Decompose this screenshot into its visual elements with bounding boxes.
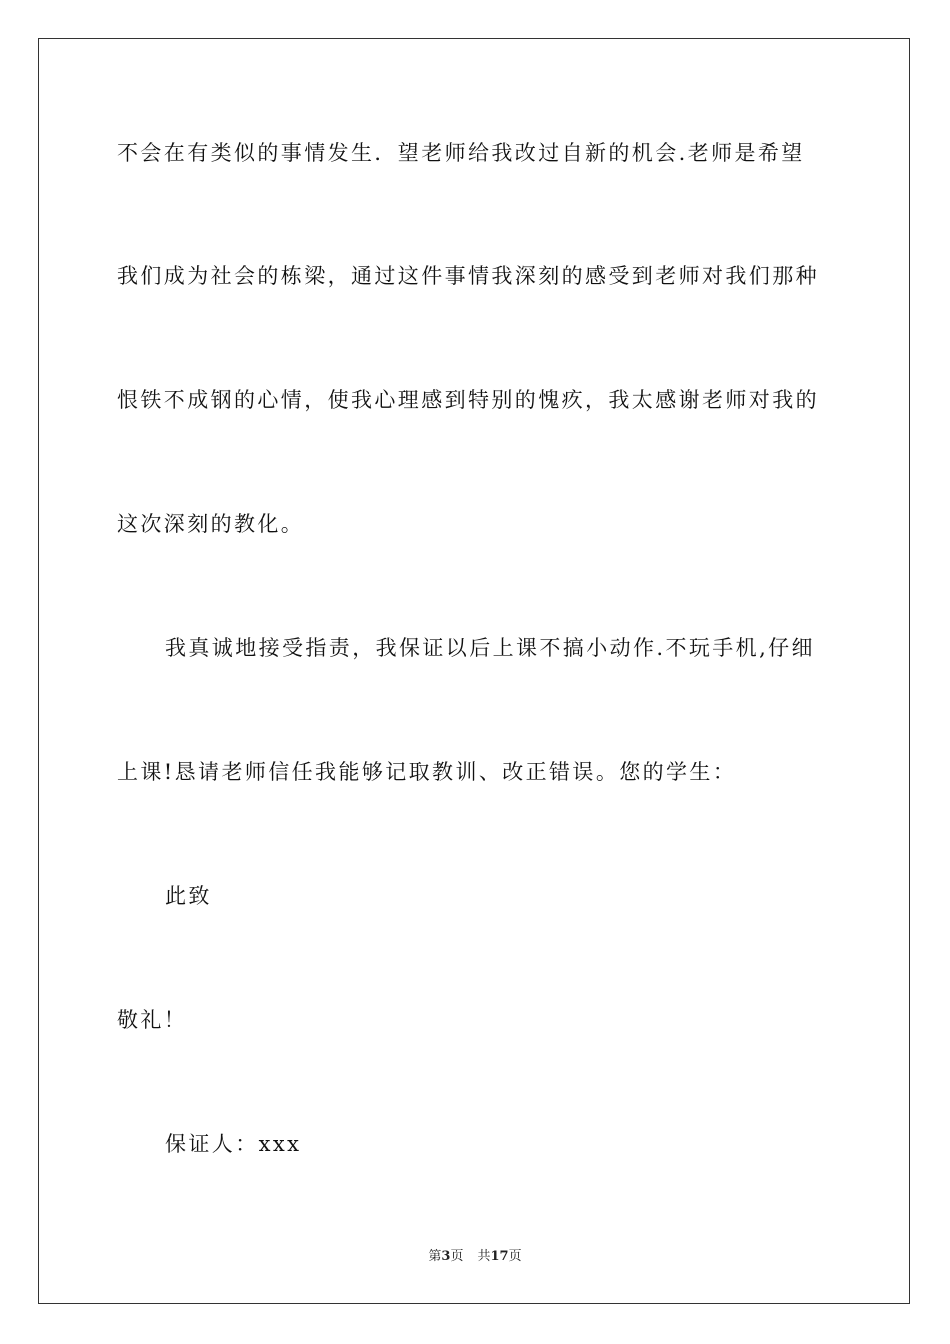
body-text-line: 这次深刻的教化。 [117, 512, 305, 536]
page-number-label: 第3页 [428, 1249, 464, 1264]
body-text-line: 不会在有类似的事情发生．望老师给我改过自新的机会.老师是希望 [117, 141, 805, 165]
body-text-line: 我真诚地接受指责，我保证以后上课不搞小动作.不玩手机,仔细 [165, 636, 815, 660]
page-frame [38, 38, 910, 1304]
page-footer [0, 1248, 950, 1266]
body-text-line: 上课!恳请老师信任我能够记取教训、改正错误。您的学生： [117, 760, 737, 784]
body-text-line: 恨铁不成钢的心情，使我心理感到特别的愧疚，我太感谢老师对我的 [117, 388, 819, 412]
guarantor-signature: 保证人：xxx [165, 1132, 302, 1156]
closing-respect: 敬礼！ [117, 1008, 188, 1032]
total-pages-label: 共17页 [477, 1249, 522, 1264]
body-text-line: 我们成为社会的栋梁，通过这件事情我深刻的感受到老师对我们那种 [117, 264, 819, 288]
closing-salutation: 此致 [165, 884, 212, 908]
